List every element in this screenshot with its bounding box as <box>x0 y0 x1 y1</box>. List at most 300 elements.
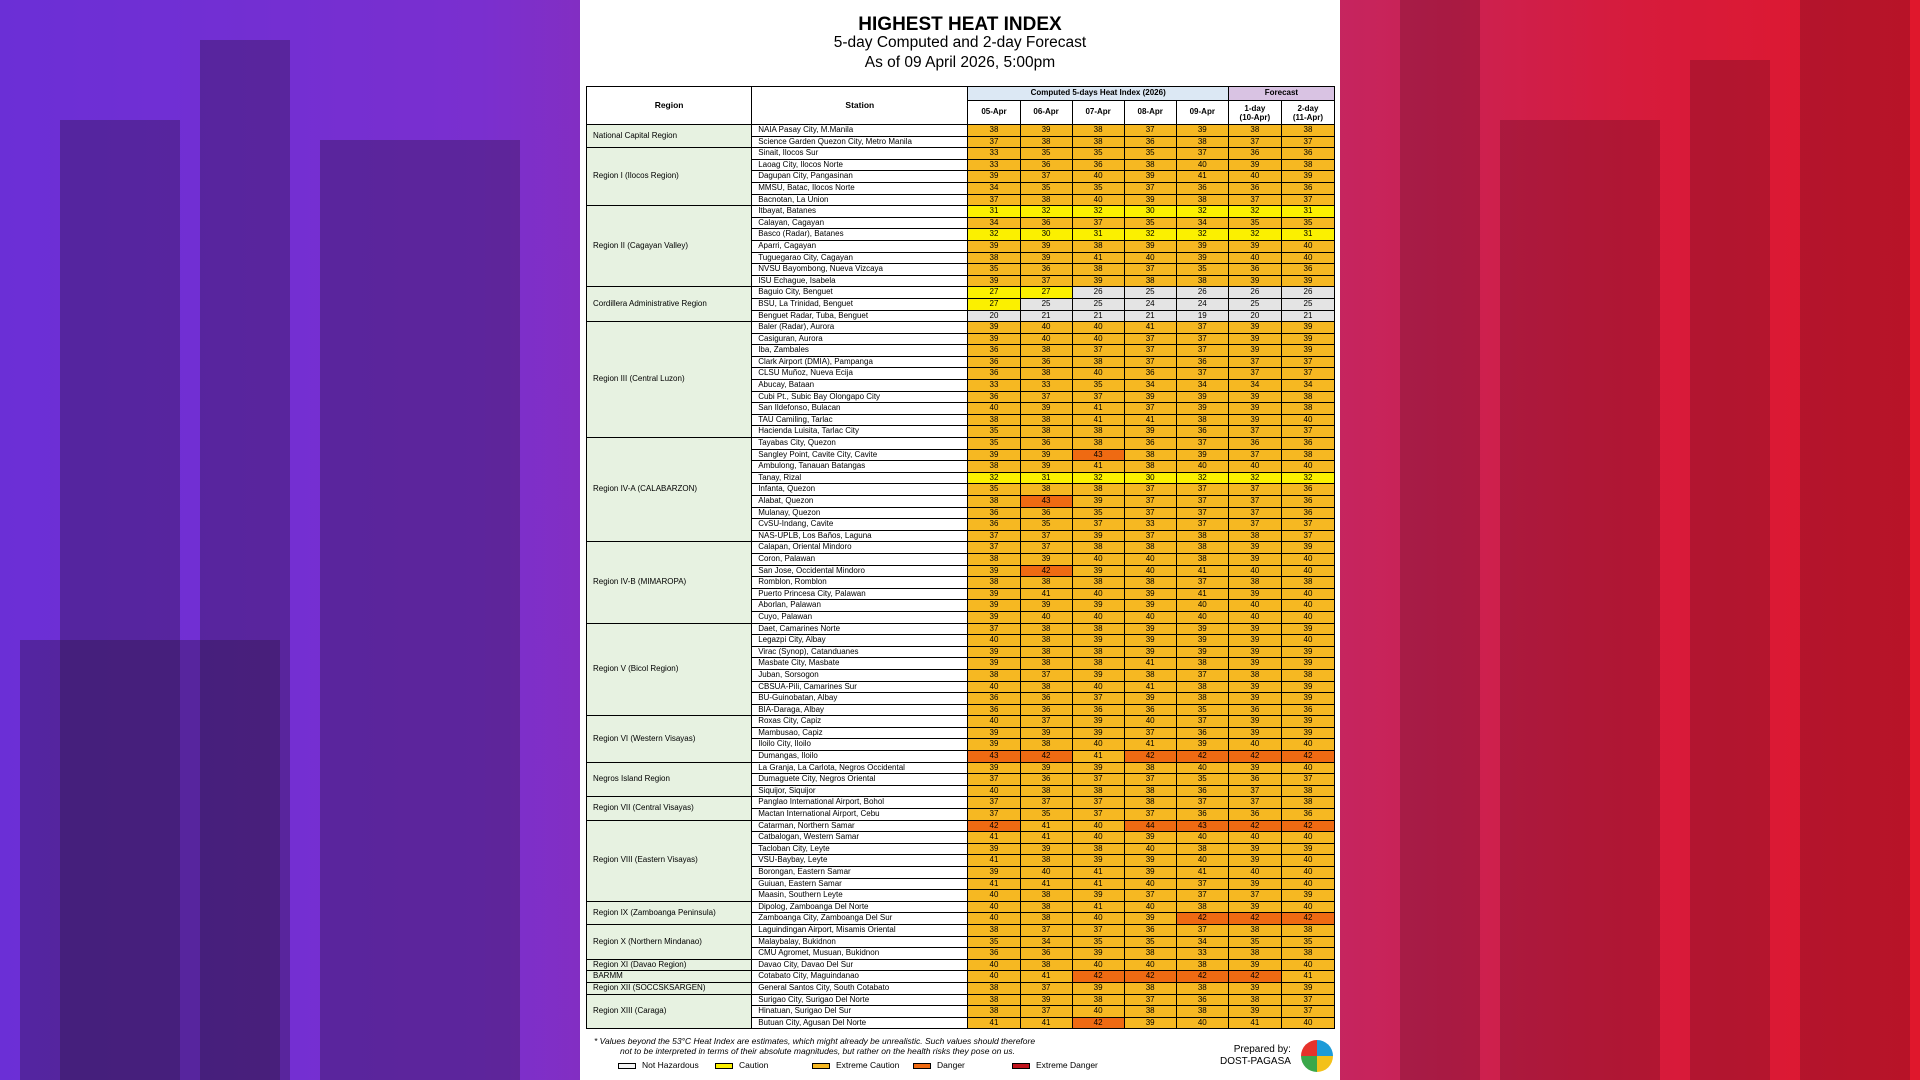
forecast-value: 37 <box>1281 530 1334 542</box>
heat-index-value: 37 <box>1020 542 1072 554</box>
heat-index-value: 40 <box>968 403 1020 415</box>
heat-index-value: 39 <box>1020 994 1072 1006</box>
forecast-value: 32 <box>1228 206 1281 218</box>
heat-index-value: 39 <box>968 658 1020 670</box>
heat-index-value: 38 <box>1072 646 1124 658</box>
heat-index-value: 39 <box>968 739 1020 751</box>
forecast-value: 39 <box>1228 681 1281 693</box>
heat-index-value: 38 <box>1176 194 1228 206</box>
forecast-value: 38 <box>1281 125 1334 137</box>
heat-index-value: 40 <box>968 901 1020 913</box>
forecast-value: 42 <box>1228 820 1281 832</box>
forecast-value: 37 <box>1281 356 1334 368</box>
heat-index-value: 39 <box>1072 669 1124 681</box>
prepared-by-label: Prepared by: <box>1233 1044 1291 1055</box>
heat-index-value: 39 <box>968 565 1020 577</box>
station-cell: Tanay, Rizal <box>752 472 968 484</box>
station-cell: Puerto Princesa City, Palawan <box>752 588 968 600</box>
heat-index-value: 35 <box>1020 809 1072 821</box>
station-cell: CBSUA-Pili, Camarines Sur <box>752 681 968 693</box>
heat-index-value: 42 <box>1020 565 1072 577</box>
heat-index-value: 38 <box>1176 901 1228 913</box>
station-cell: Calapan, Oriental Mindoro <box>752 542 968 554</box>
heat-index-value: 40 <box>1072 368 1124 380</box>
forecast-value: 39 <box>1228 240 1281 252</box>
heat-index-value: 39 <box>1124 623 1176 635</box>
station-cell: Dumaguete City, Negros Oriental <box>752 774 968 786</box>
pagasa-logo-icon <box>1301 1040 1333 1072</box>
header-forecast-1day <box>1228 101 1281 125</box>
table-row <box>587 982 1335 994</box>
heat-index-value: 37 <box>968 623 1020 635</box>
forecast-value: 40 <box>1281 565 1334 577</box>
heat-index-value: 38 <box>1020 890 1072 902</box>
heat-index-value: 35 <box>1020 148 1072 160</box>
heat-index-value: 25 <box>1072 298 1124 310</box>
heat-index-value: 27 <box>968 287 1020 299</box>
station-cell: Alabat, Quezon <box>752 496 968 508</box>
heat-index-value: 37 <box>1124 125 1176 137</box>
forecast-value: 26 <box>1228 287 1281 299</box>
heat-index-value: 38 <box>1072 356 1124 368</box>
heat-index-value: 27 <box>1020 287 1072 299</box>
heat-index-value: 40 <box>1020 333 1072 345</box>
heat-index-value: 36 <box>968 345 1020 357</box>
forecast-value: 39 <box>1281 681 1334 693</box>
heat-index-value: 37 <box>968 809 1020 821</box>
heat-index-value: 43 <box>1072 449 1124 461</box>
heat-index-value: 39 <box>1020 461 1072 473</box>
heat-index-value: 37 <box>1176 148 1228 160</box>
heat-index-value: 37 <box>1176 669 1228 681</box>
heat-index-value: 40 <box>1072 322 1124 334</box>
heat-index-value: 35 <box>1176 774 1228 786</box>
station-cell: Catbalogan, Western Samar <box>752 832 968 844</box>
heat-index-value: 35 <box>1176 704 1228 716</box>
station-cell: Butuan City, Agusan Del Norte <box>752 1017 968 1029</box>
heat-index-value: 40 <box>968 971 1020 983</box>
heat-index-value: 39 <box>1124 426 1176 438</box>
heat-index-value: 31 <box>968 206 1020 218</box>
station-cell: Legazpi City, Albay <box>752 635 968 647</box>
heat-index-value: 39 <box>1020 762 1072 774</box>
heat-index-value: 39 <box>1124 600 1176 612</box>
heat-index-value: 21 <box>1020 310 1072 322</box>
heat-index-value: 37 <box>1176 345 1228 357</box>
forecast-value: 38 <box>1281 797 1334 809</box>
heat-index-value: 41 <box>1072 878 1124 890</box>
heat-index-value: 30 <box>1020 229 1072 241</box>
forecast-value: 40 <box>1281 867 1334 879</box>
heat-index-value: 38 <box>1124 461 1176 473</box>
heat-index-value: 36 <box>1124 924 1176 936</box>
forecast-value: 39 <box>1281 345 1334 357</box>
forecast-value: 37 <box>1281 519 1334 531</box>
heat-index-value: 38 <box>1020 658 1072 670</box>
forecast-value: 25 <box>1281 298 1334 310</box>
forecast-value: 40 <box>1228 600 1281 612</box>
heat-index-value: 39 <box>1176 252 1228 264</box>
heat-index-value: 33 <box>968 159 1020 171</box>
heat-index-value: 34 <box>1124 380 1176 392</box>
heat-index-value: 36 <box>1020 264 1072 276</box>
station-cell: VSU-Baybay, Leyte <box>752 855 968 867</box>
station-cell: San Ildefonso, Bulacan <box>752 403 968 415</box>
heat-index-value: 38 <box>968 994 1020 1006</box>
heat-index-value: 32 <box>1020 206 1072 218</box>
forecast-value: 31 <box>1281 206 1334 218</box>
heat-index-value: 38 <box>1020 855 1072 867</box>
heat-index-value: 38 <box>1020 136 1072 148</box>
forecast-value: 39 <box>1228 414 1281 426</box>
heat-index-value: 37 <box>1020 275 1072 287</box>
heat-index-value: 37 <box>1124 356 1176 368</box>
heat-index-value: 42 <box>968 820 1020 832</box>
forecast-value: 36 <box>1228 148 1281 160</box>
heat-index-value: 26 <box>1176 287 1228 299</box>
heat-index-value: 38 <box>968 1006 1020 1018</box>
heat-index-value: 38 <box>1176 275 1228 287</box>
forecast-value: 42 <box>1228 913 1281 925</box>
heat-index-value: 38 <box>1176 681 1228 693</box>
station-cell: Guiuan, Eastern Samar <box>752 878 968 890</box>
heat-index-value: 41 <box>1072 252 1124 264</box>
forecast-value: 36 <box>1281 809 1334 821</box>
heat-index-value: 39 <box>1124 391 1176 403</box>
heat-index-value: 31 <box>1072 229 1124 241</box>
forecast-value: 37 <box>1281 1006 1334 1018</box>
forecast-value: 39 <box>1281 727 1334 739</box>
heat-index-value: 40 <box>1072 333 1124 345</box>
forecast-value: 38 <box>1281 403 1334 415</box>
heat-index-value: 36 <box>1072 704 1124 716</box>
forecast-value: 39 <box>1228 588 1281 600</box>
heat-index-value: 37 <box>968 530 1020 542</box>
forecast-value: 40 <box>1281 414 1334 426</box>
heat-index-value: 37 <box>1124 809 1176 821</box>
heat-index-value: 40 <box>1124 901 1176 913</box>
heat-index-value: 35 <box>1072 182 1124 194</box>
heat-index-value: 39 <box>1072 762 1124 774</box>
heat-index-value: 37 <box>1124 530 1176 542</box>
heat-index-value: 38 <box>1124 982 1176 994</box>
forecast-value: 39 <box>1228 623 1281 635</box>
heat-index-value: 41 <box>1072 403 1124 415</box>
as-of-date: As of 09 April 2026, 5:00pm <box>864 54 1056 71</box>
heat-index-value: 37 <box>1124 774 1176 786</box>
forecast-value: 35 <box>1281 217 1334 229</box>
heat-index-value: 35 <box>1072 380 1124 392</box>
heat-index-value: 38 <box>1020 414 1072 426</box>
forecast-value: 39 <box>1281 333 1334 345</box>
forecast-value: 31 <box>1281 229 1334 241</box>
table-row <box>587 287 1335 299</box>
forecast-value: 39 <box>1281 982 1334 994</box>
heat-index-value: 36 <box>1020 693 1072 705</box>
heat-index-value: 32 <box>968 229 1020 241</box>
heat-index-value: 36 <box>1176 994 1228 1006</box>
heat-index-value: 33 <box>1020 380 1072 392</box>
table-row <box>587 994 1335 1006</box>
heat-index-value: 36 <box>968 704 1020 716</box>
forecast-value: 39 <box>1228 1006 1281 1018</box>
heat-index-value: 41 <box>1124 739 1176 751</box>
header-date-3: 07-Apr <box>1072 101 1124 125</box>
heat-index-value: 38 <box>1124 542 1176 554</box>
heat-index-value: 35 <box>1124 217 1176 229</box>
forecast-value: 39 <box>1281 693 1334 705</box>
heat-index-value: 36 <box>1176 426 1228 438</box>
forecast-value: 38 <box>1228 125 1281 137</box>
heat-index-value: 39 <box>1124 171 1176 183</box>
station-cell: Dumangas, Iloilo <box>752 751 968 763</box>
heat-index-value: 36 <box>1020 507 1072 519</box>
heat-index-value: 37 <box>1072 519 1124 531</box>
heat-index-value: 35 <box>968 936 1020 948</box>
heat-index-value: 35 <box>968 484 1020 496</box>
station-cell: Dipolog, Zamboanga Del Norte <box>752 901 968 913</box>
forecast-value: 42 <box>1281 751 1334 763</box>
heat-index-value: 36 <box>1124 368 1176 380</box>
heat-index-value: 37 <box>1072 693 1124 705</box>
forecast-value: 37 <box>1228 496 1281 508</box>
heat-index-value: 39 <box>968 762 1020 774</box>
station-cell: Borongan, Eastern Samar <box>752 867 968 879</box>
region-cell: Region XII (SOCCSKSARGEN) <box>587 982 752 994</box>
heat-index-value: 21 <box>1072 310 1124 322</box>
forecast-value: 37 <box>1281 194 1334 206</box>
forecast-value: 38 <box>1228 994 1281 1006</box>
heat-index-value: 41 <box>1072 414 1124 426</box>
station-cell: Mulanay, Quezon <box>752 507 968 519</box>
station-cell: Masbate City, Masbate <box>752 658 968 670</box>
table-row <box>587 797 1335 809</box>
heat-index-value: 34 <box>1020 936 1072 948</box>
heat-index-value: 39 <box>1072 716 1124 728</box>
heat-index-value: 39 <box>968 843 1020 855</box>
table-row <box>587 716 1335 728</box>
region-cell: Region IV-B (MIMAROPA) <box>587 542 752 623</box>
heat-index-value: 42 <box>1020 751 1072 763</box>
forecast-value: 37 <box>1228 797 1281 809</box>
forecast-value: 40 <box>1228 867 1281 879</box>
heat-index-value: 26 <box>1072 287 1124 299</box>
forecast-value: 32 <box>1228 472 1281 484</box>
forecast-value: 38 <box>1228 924 1281 936</box>
heat-index-value: 38 <box>1124 797 1176 809</box>
forecast-value: 38 <box>1281 577 1334 589</box>
heat-index-value: 39 <box>1176 646 1228 658</box>
heat-index-value: 39 <box>1072 948 1124 960</box>
forecast-value: 37 <box>1228 484 1281 496</box>
heat-index-value: 37 <box>1072 391 1124 403</box>
heat-index-value: 33 <box>968 148 1020 160</box>
forecast-value: 38 <box>1228 669 1281 681</box>
region-cell: Region XI (Davao Region) <box>587 959 752 971</box>
heat-index-value: 38 <box>1176 982 1228 994</box>
heat-index-value: 37 <box>1072 809 1124 821</box>
forecast-value: 40 <box>1281 553 1334 565</box>
heat-index-value: 39 <box>1124 913 1176 925</box>
heat-index-value: 40 <box>968 635 1020 647</box>
heat-index-value: 37 <box>1176 484 1228 496</box>
heat-index-value: 38 <box>1072 125 1124 137</box>
heat-index-value: 39 <box>1072 890 1124 902</box>
heat-index-value: 38 <box>1020 646 1072 658</box>
heat-index-value: 37 <box>1020 171 1072 183</box>
heat-index-value: 44 <box>1124 820 1176 832</box>
heat-index-value: 38 <box>1124 1006 1176 1018</box>
heat-index-value: 35 <box>968 426 1020 438</box>
forecast-value: 36 <box>1281 496 1334 508</box>
heat-index-value: 39 <box>1020 600 1072 612</box>
heat-index-value: 38 <box>968 125 1020 137</box>
heat-index-value: 36 <box>1176 356 1228 368</box>
region-cell: Region III (Central Luzon) <box>587 322 752 438</box>
table-row <box>587 148 1335 160</box>
heat-index-value: 41 <box>968 1017 1020 1029</box>
forecast-value: 35 <box>1281 936 1334 948</box>
heat-index-value: 37 <box>1176 368 1228 380</box>
heat-index-value: 37 <box>1124 994 1176 1006</box>
forecast-value: 40 <box>1281 461 1334 473</box>
header-computed: Computed 5-days Heat Index (2026) <box>968 87 1228 101</box>
heat-index-value: 34 <box>1176 380 1228 392</box>
heat-index-value: 40 <box>968 959 1020 971</box>
heat-index-value: 38 <box>1176 553 1228 565</box>
forecast-value: 38 <box>1281 391 1334 403</box>
station-cell: Dagupan City, Pangasinan <box>752 171 968 183</box>
heat-index-value: 40 <box>968 913 1020 925</box>
heat-index-value: 37 <box>1020 982 1072 994</box>
forecast-value: 36 <box>1228 264 1281 276</box>
station-cell: Iba, Zambales <box>752 345 968 357</box>
station-cell: San Jose, Occidental Mindoro <box>752 565 968 577</box>
heat-index-value: 39 <box>1020 252 1072 264</box>
forecast-value: 37 <box>1228 785 1281 797</box>
heat-index-value: 32 <box>1176 472 1228 484</box>
table-row <box>587 438 1335 450</box>
station-cell: Roxas City, Capiz <box>752 716 968 728</box>
prepared-by-agency: DOST-PAGASA <box>1220 1056 1291 1067</box>
heat-index-value: 39 <box>1072 530 1124 542</box>
heat-index-value: 34 <box>1176 217 1228 229</box>
forecast-value: 40 <box>1281 600 1334 612</box>
region-cell: Region VII (Central Visayas) <box>587 797 752 820</box>
legend-label: Caution <box>739 1060 769 1070</box>
heat-index-value: 43 <box>968 751 1020 763</box>
prepared-by <box>1220 1044 1291 1068</box>
heat-index-value: 43 <box>1176 820 1228 832</box>
station-cell: Itbayat, Batanes <box>752 206 968 218</box>
station-cell: Benguet Radar, Tuba, Benguet <box>752 310 968 322</box>
heat-index-value: 37 <box>968 194 1020 206</box>
heat-index-value: 38 <box>968 496 1020 508</box>
station-cell: Coron, Palawan <box>752 553 968 565</box>
station-cell: Cuyo, Palawan <box>752 611 968 623</box>
forecast-value: 39 <box>1281 890 1334 902</box>
heat-index-value: 35 <box>1124 936 1176 948</box>
heat-index-value: 38 <box>968 414 1020 426</box>
forecast-value: 40 <box>1281 762 1334 774</box>
heat-index-value: 37 <box>1020 530 1072 542</box>
heat-index-value: 27 <box>968 298 1020 310</box>
heat-index-value: 40 <box>1072 588 1124 600</box>
heat-index-table <box>586 86 1335 1029</box>
heat-index-value: 37 <box>968 774 1020 786</box>
fc1-label: 1-day <box>1244 103 1266 113</box>
heat-index-value: 36 <box>1176 785 1228 797</box>
heat-index-value: 21 <box>1124 310 1176 322</box>
forecast-value: 34 <box>1281 380 1334 392</box>
forecast-value: 38 <box>1281 669 1334 681</box>
heat-index-value: 40 <box>1072 553 1124 565</box>
heat-index-value: 40 <box>1176 611 1228 623</box>
heat-index-value: 39 <box>968 275 1020 287</box>
forecast-value: 39 <box>1281 658 1334 670</box>
heat-index-value: 39 <box>1020 403 1072 415</box>
heat-index-value: 40 <box>1020 322 1072 334</box>
legend-caution <box>715 1060 768 1070</box>
heat-index-value: 39 <box>1124 588 1176 600</box>
region-cell: Region IX (Zamboanga Peninsula) <box>587 901 752 924</box>
station-cell: Sinait, Ilocos Sur <box>752 148 968 160</box>
region-cell: National Capital Region <box>587 125 752 148</box>
heat-index-value: 38 <box>968 669 1020 681</box>
heat-index-value: 39 <box>1124 635 1176 647</box>
forecast-value: 40 <box>1281 1017 1334 1029</box>
footnote <box>594 1036 1035 1056</box>
heat-index-value: 39 <box>1124 867 1176 879</box>
heat-index-value: 39 <box>1020 553 1072 565</box>
heat-index-value: 39 <box>1072 982 1124 994</box>
heat-index-value: 36 <box>968 693 1020 705</box>
heat-index-value: 39 <box>1124 646 1176 658</box>
forecast-value: 36 <box>1228 182 1281 194</box>
table-row <box>587 206 1335 218</box>
heat-index-value: 40 <box>1072 820 1124 832</box>
heat-index-value: 36 <box>968 948 1020 960</box>
forecast-value: 39 <box>1228 635 1281 647</box>
heat-index-value: 40 <box>1124 959 1176 971</box>
region-cell: Region XIII (Caraga) <box>587 994 752 1029</box>
forecast-value: 36 <box>1228 704 1281 716</box>
heat-index-value: 24 <box>1176 298 1228 310</box>
forecast-value: 39 <box>1228 982 1281 994</box>
station-cell: BIA-Daraga, Albay <box>752 704 968 716</box>
forecast-value: 36 <box>1228 809 1281 821</box>
heat-index-value: 37 <box>1020 669 1072 681</box>
heat-index-value: 40 <box>1020 611 1072 623</box>
heat-index-value: 39 <box>1176 403 1228 415</box>
station-cell: Casiguran, Aurora <box>752 333 968 345</box>
station-cell: Calayan, Cagayan <box>752 217 968 229</box>
heat-index-value: 40 <box>1072 171 1124 183</box>
heat-index-value: 42 <box>1124 751 1176 763</box>
heat-index-value: 40 <box>968 716 1020 728</box>
station-cell: Tacloban City, Leyte <box>752 843 968 855</box>
heat-index-value: 38 <box>1072 785 1124 797</box>
heat-index-value: 41 <box>968 855 1020 867</box>
heat-index-value: 41 <box>1072 461 1124 473</box>
forecast-value: 39 <box>1281 275 1334 287</box>
station-cell: Catarman, Northern Samar <box>752 820 968 832</box>
heat-index-value: 40 <box>1072 1006 1124 1018</box>
heat-index-value: 38 <box>968 553 1020 565</box>
heat-index-value: 32 <box>1072 472 1124 484</box>
region-cell: Region V (Bicol Region) <box>587 623 752 716</box>
heat-index-value: 37 <box>1124 890 1176 902</box>
